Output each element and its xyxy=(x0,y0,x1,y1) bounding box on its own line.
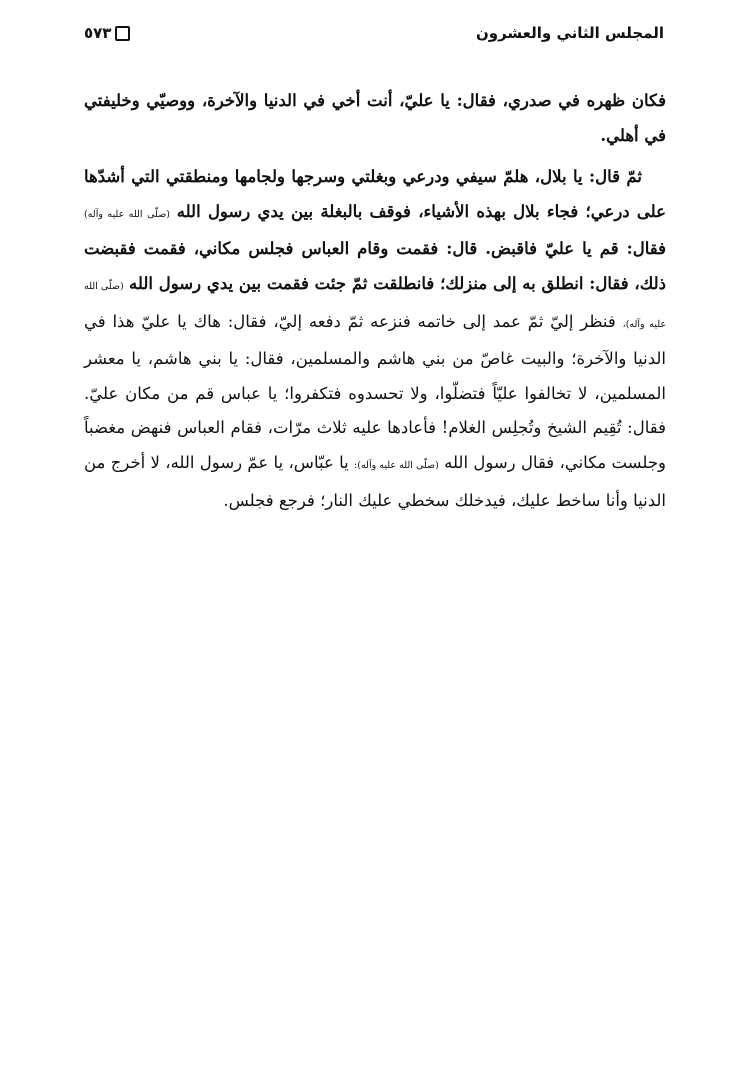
paragraph-1-text: فكان ظهره في صدري، فقال: يا عليّ، أنت أخي في الدنيا والآخرة، ووصيّي وخليفتي في أهلي. xyxy=(84,91,666,145)
page-number: ٥٧٣ xyxy=(84,24,112,42)
blessing-formula-2: (صلّى الله عليه وآله)، xyxy=(84,280,667,330)
paragraph-2-part-c: فنظر إليّ ثمّ عمد إلى خاتمه فنزعه ثمّ دفعه إليّ، فقال: هاك يا عليّ هذا في الدنيا والآخرة؛ والبيت غاصّ من بني هاشم والمسلمين، فقال: يا بني هاشم، يا معشر المسلمين، لا تخالفوا عليّاً فتضلّوا، ولا تحسدوه فتكفروا؛ يا عباس قم من مكان عليّ. فقال: تُقِيم الشيخ وتُجلِس الغلام! فأعادها عليه ثلاث مرّات، فقام العباس فنهض مغضباً وجلست مكاني، فقال رسول الله xyxy=(84,311,667,472)
page-box-icon xyxy=(115,26,130,41)
paragraph-1 xyxy=(84,84,666,153)
paragraph-2-part-b: فقال: قم يا عليّ فاقبض. قال: فقمت وقام العباس فجلس مكاني، فقمت فقبضت ذلك، فقال: انطلق به إلى منزلك؛ فانطلقت ثمّ جئت فقمت بين يدي رسول الله xyxy=(84,239,667,293)
text-body xyxy=(84,84,666,525)
page-header xyxy=(84,18,664,48)
paragraph-2-part-d: يا عبّاس، يا عمّ رسول الله، لا أخرج من الدنيا وأنا ساخط عليك، فيدخلك سخطي عليك النار؛ فرجع فجلس. xyxy=(84,452,666,510)
blessing-formula-3: (صلّى الله عليه وآله): xyxy=(354,459,439,471)
page-number-group xyxy=(84,24,130,42)
blessing-formula-1: (صلّى الله عليه وآله) xyxy=(84,208,170,220)
paragraph-2-part-a: ثمّ قال: يا بلال، هلمّ سيفي ودرعي وبغلتي وسرجها ولجامها ومنطقتي التي أشدّها على درعي؛ فجاء بلال بهذه الأشياء، فوقف بالبغلة بين يدي رسول الله xyxy=(84,167,666,221)
paragraph-2 xyxy=(84,160,666,518)
chapter-title: المجلس الثاني والعشرون xyxy=(475,24,664,42)
